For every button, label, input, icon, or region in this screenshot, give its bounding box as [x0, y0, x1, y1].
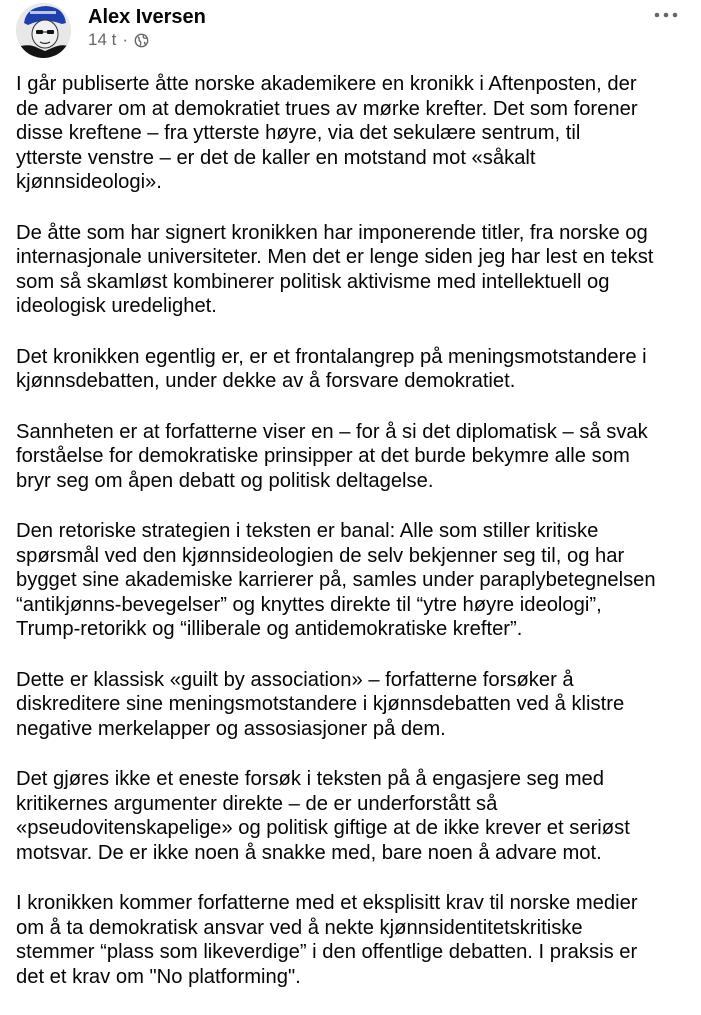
post-paragraph: Dette er klassisk «guilt by association» – forfatterne forsøker å diskreditere sine meningsmotstandere i kjønnsdebatten ved å klistre negative merkelapper og assosiasjoner på dem.	[16, 668, 625, 740]
post-paragraph: Det kronikken egentlig er, er et frontalangrep på meningsmotstandere i kjønnsdebatten, under dekke av å forsvare demokratiet.	[16, 345, 647, 392]
post-paragraph: Sannheten er at forfatterne viser en – for å si det diplomatisk – så svak forståelse for demokratiske prinsipper at det burde bekymre alle som bryr seg om åpen debatt og politisk deltagelse.	[16, 420, 648, 492]
post-paragraph: De åtte som har signert kronikken har imponerende titler, fra norske og internasjonale universiteter. Men det er lenge siden jeg har lest en tekst som så skamløst kombinerer politisk aktivisme med intellektuell og ideologisk uredelighet.	[16, 221, 654, 317]
globe-icon[interactable]	[134, 33, 149, 48]
avatar-photo	[16, 3, 71, 58]
author-name[interactable]: Alex Iversen	[88, 6, 206, 28]
post-paragraph: Den retoriske strategien i teksten er banal: Alle som stiller kritiske spørsmål ved den kjønnsideologien de selv bekjenner seg til, og har bygget sine akademiske karrierer på, samles under paraplybetegnelsen “antikjønns-bevegelser” og knyttes direkte til “ytre høyre ideologi”, Trump-retorikk og “illiberale og antidemokratiske krefter”.	[16, 520, 656, 640]
post-paragraph: Det gjøres ikke et eneste forsøk i teksten på å engasjere seg med kritikernes argumenter direkte – de er underforstått så «pseudovitenskapelige» og politisk giftige at de ikke krever et seriøst motsvar. De er ikke noen å snakke med, bare noen å advare mot.	[16, 768, 630, 864]
post-meta	[88, 30, 149, 50]
meta-separator: ·	[122, 30, 129, 49]
post-paragraph: I går publiserte åtte norske akademikere en kronikk i Aftenposten, der de advarer om at demokratiet trues av mørke krefter. Det som forener disse kreftene – fra ytterste høyre, via det sekulære sentrum, til ytterste venstre – er det de kaller en motstand mot «såkalt kjønnsideologi».	[16, 73, 638, 193]
post-header	[0, 0, 701, 62]
post-timestamp[interactable]: 14 t	[88, 30, 117, 49]
post-text	[16, 72, 692, 1015]
more-options-button[interactable]	[651, 4, 681, 24]
more-dots-icon	[654, 5, 678, 23]
avatar[interactable]	[16, 3, 71, 58]
post-paragraph: I kronikken kommer forfatterne med et eksplisitt krav til norske medier om å ta demokratisk ansvar ved å nekte kjønnsidentitetskritiske stemmer “plass som likeverdige” i den offentlige debatten. I praksis er det et krav om "No platforming".	[16, 892, 638, 988]
